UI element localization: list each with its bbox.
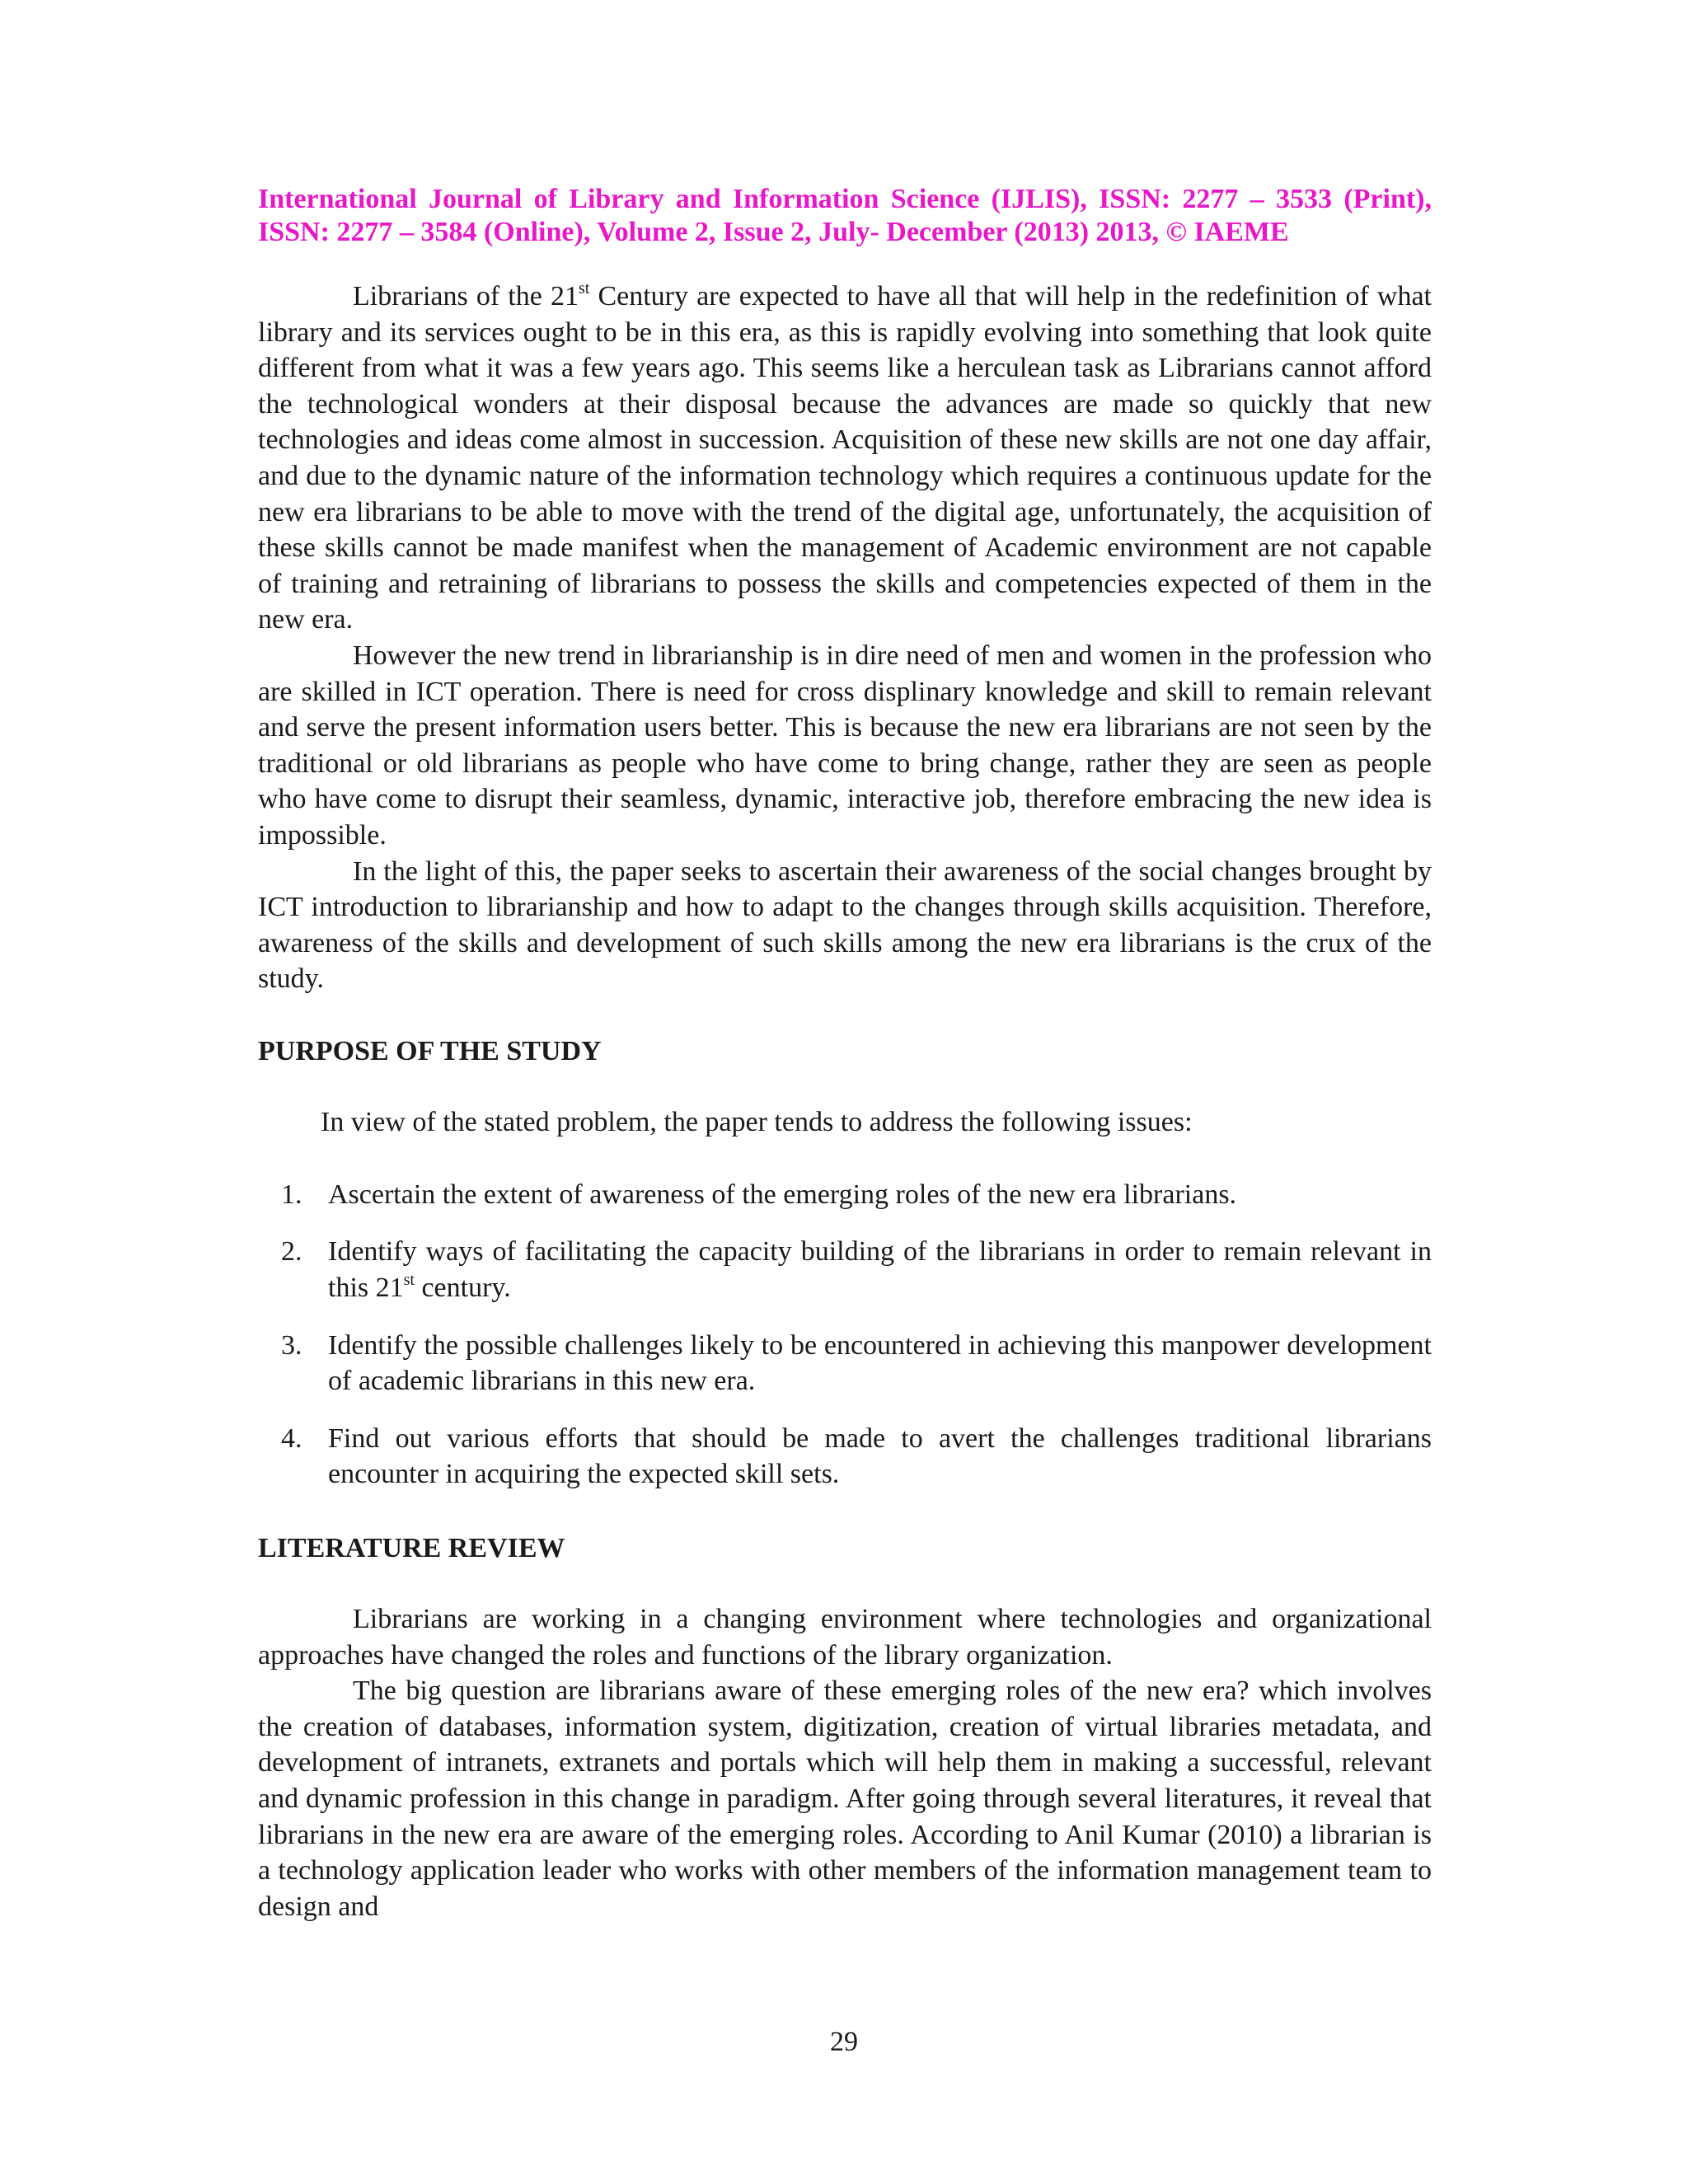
literature-paragraph-2: The big question are librarians aware of these emerging roles of the new era? which involves the creation of databases, information system, digitization, creation of virtual libraries metadata, and development of intranets, extranets and portals which will help them in making a successful, relevant and dynamic profession in this change in paradigm. After going through several literatures, it reveal that librarians in the new era are aware of the emerging roles. According to Anil Kumar (2010) a librarian is a technology application leader who works with other members of the information management team to design and bbox=[258, 1675, 1432, 1922]
literature-review-heading: LITERATURE REVIEW bbox=[258, 1533, 565, 1564]
paragraph-text: Century are expected to have all that will help in the redefinition of what library and its services ought to be in this era, as this is rapidly evolving into something that look quite different from what it was a few years ago. This seems like a herculean task as Librarians cannot afford the technological wonders at their disposal because the advances are made so quickly that new technologies and ideas come almost in succession. Acquisition of these new skills are not one day affair, and due to the dynamic nature of the information technology which requires a continuous update for the new era librarians to be able to move with the trend of the digital age, unfortunately, the acquisition of these skills cannot be made manifest when the management of Academic environment are not capable of training and retraining of librarians to possess the skills and competencies expected of them in the new era. bbox=[258, 281, 1432, 635]
list-item bbox=[258, 1177, 1432, 1213]
intro-paragraph-2: However the new trend in librarianship is in dire need of men and women in the profession who are skilled in ICT operation. There is need for cross displinary knowledge and skill to remain relevant and serve the present information users better. This is because the new era librarians are not seen by the traditional or old librarians as people who have come to bring change, rather they are seen as people who have come to disrupt their seamless, dynamic, interactive job, therefore embracing the new idea is impossible. bbox=[258, 640, 1432, 851]
list-item bbox=[258, 1234, 1432, 1305]
purpose-intro: In view of the stated problem, the paper tends to address the following issues: bbox=[321, 1106, 1193, 1137]
list-number: 3. bbox=[281, 1329, 302, 1361]
superscript: st bbox=[578, 279, 590, 298]
paragraph-text: Librarians of the 21 bbox=[353, 281, 579, 312]
journal-header-line-1: International Journal of Library and Information Science (IJLIS), ISSN: 2277 – 3533 (Print), bbox=[258, 184, 1432, 214]
list-number: 4. bbox=[281, 1422, 302, 1454]
superscript: st bbox=[403, 1271, 415, 1290]
list-number: 1. bbox=[281, 1179, 302, 1210]
page-content bbox=[258, 183, 1432, 1924]
literature-paragraph-1: Librarians are working in a changing environment where technologies and organizational approaches have changed the roles and functions of the library organization. bbox=[258, 1604, 1432, 1671]
intro-paragraph-3: In the light of this, the paper seeks to ascertain their awareness of the social changes brought by ICT introduction to librarianship and how to adapt to the changes through skills acquisition. Therefore, awareness of the skills and development of such skills among the new era librarians is the crux of the study. bbox=[258, 855, 1432, 995]
list-item-text: Identify the possible challenges likely to be encountered in achieving this manpower development of academic librarians in this new era. bbox=[328, 1329, 1432, 1397]
intro-paragraph-1 bbox=[258, 279, 1432, 638]
list-item bbox=[258, 1421, 1432, 1493]
purpose-heading: PURPOSE OF THE STUDY bbox=[258, 1035, 602, 1066]
list-item-text: century. bbox=[414, 1272, 511, 1304]
purpose-list bbox=[258, 1177, 1432, 1493]
list-item-text: Ascertain the extent of awareness of the emerging roles of the new era librarians. bbox=[328, 1179, 1237, 1210]
list-number: 2. bbox=[281, 1236, 302, 1268]
page-number: 29 bbox=[830, 2027, 858, 2057]
list-item-text: Identify ways of facilitating the capacity building of the librarians in order to remain relevant in this 21 bbox=[328, 1236, 1432, 1304]
list-item bbox=[258, 1328, 1432, 1399]
journal-header-line-2: ISSN: 2277 – 3584 (Online), Volume 2, Issue 2, July- December (2013) 2013, © IAEME bbox=[258, 217, 1289, 247]
journal-header bbox=[258, 183, 1432, 249]
list-item-text: Find out various efforts that should be made to avert the challenges traditional librarians encounter in acquiring the expected skill sets. bbox=[328, 1422, 1432, 1490]
